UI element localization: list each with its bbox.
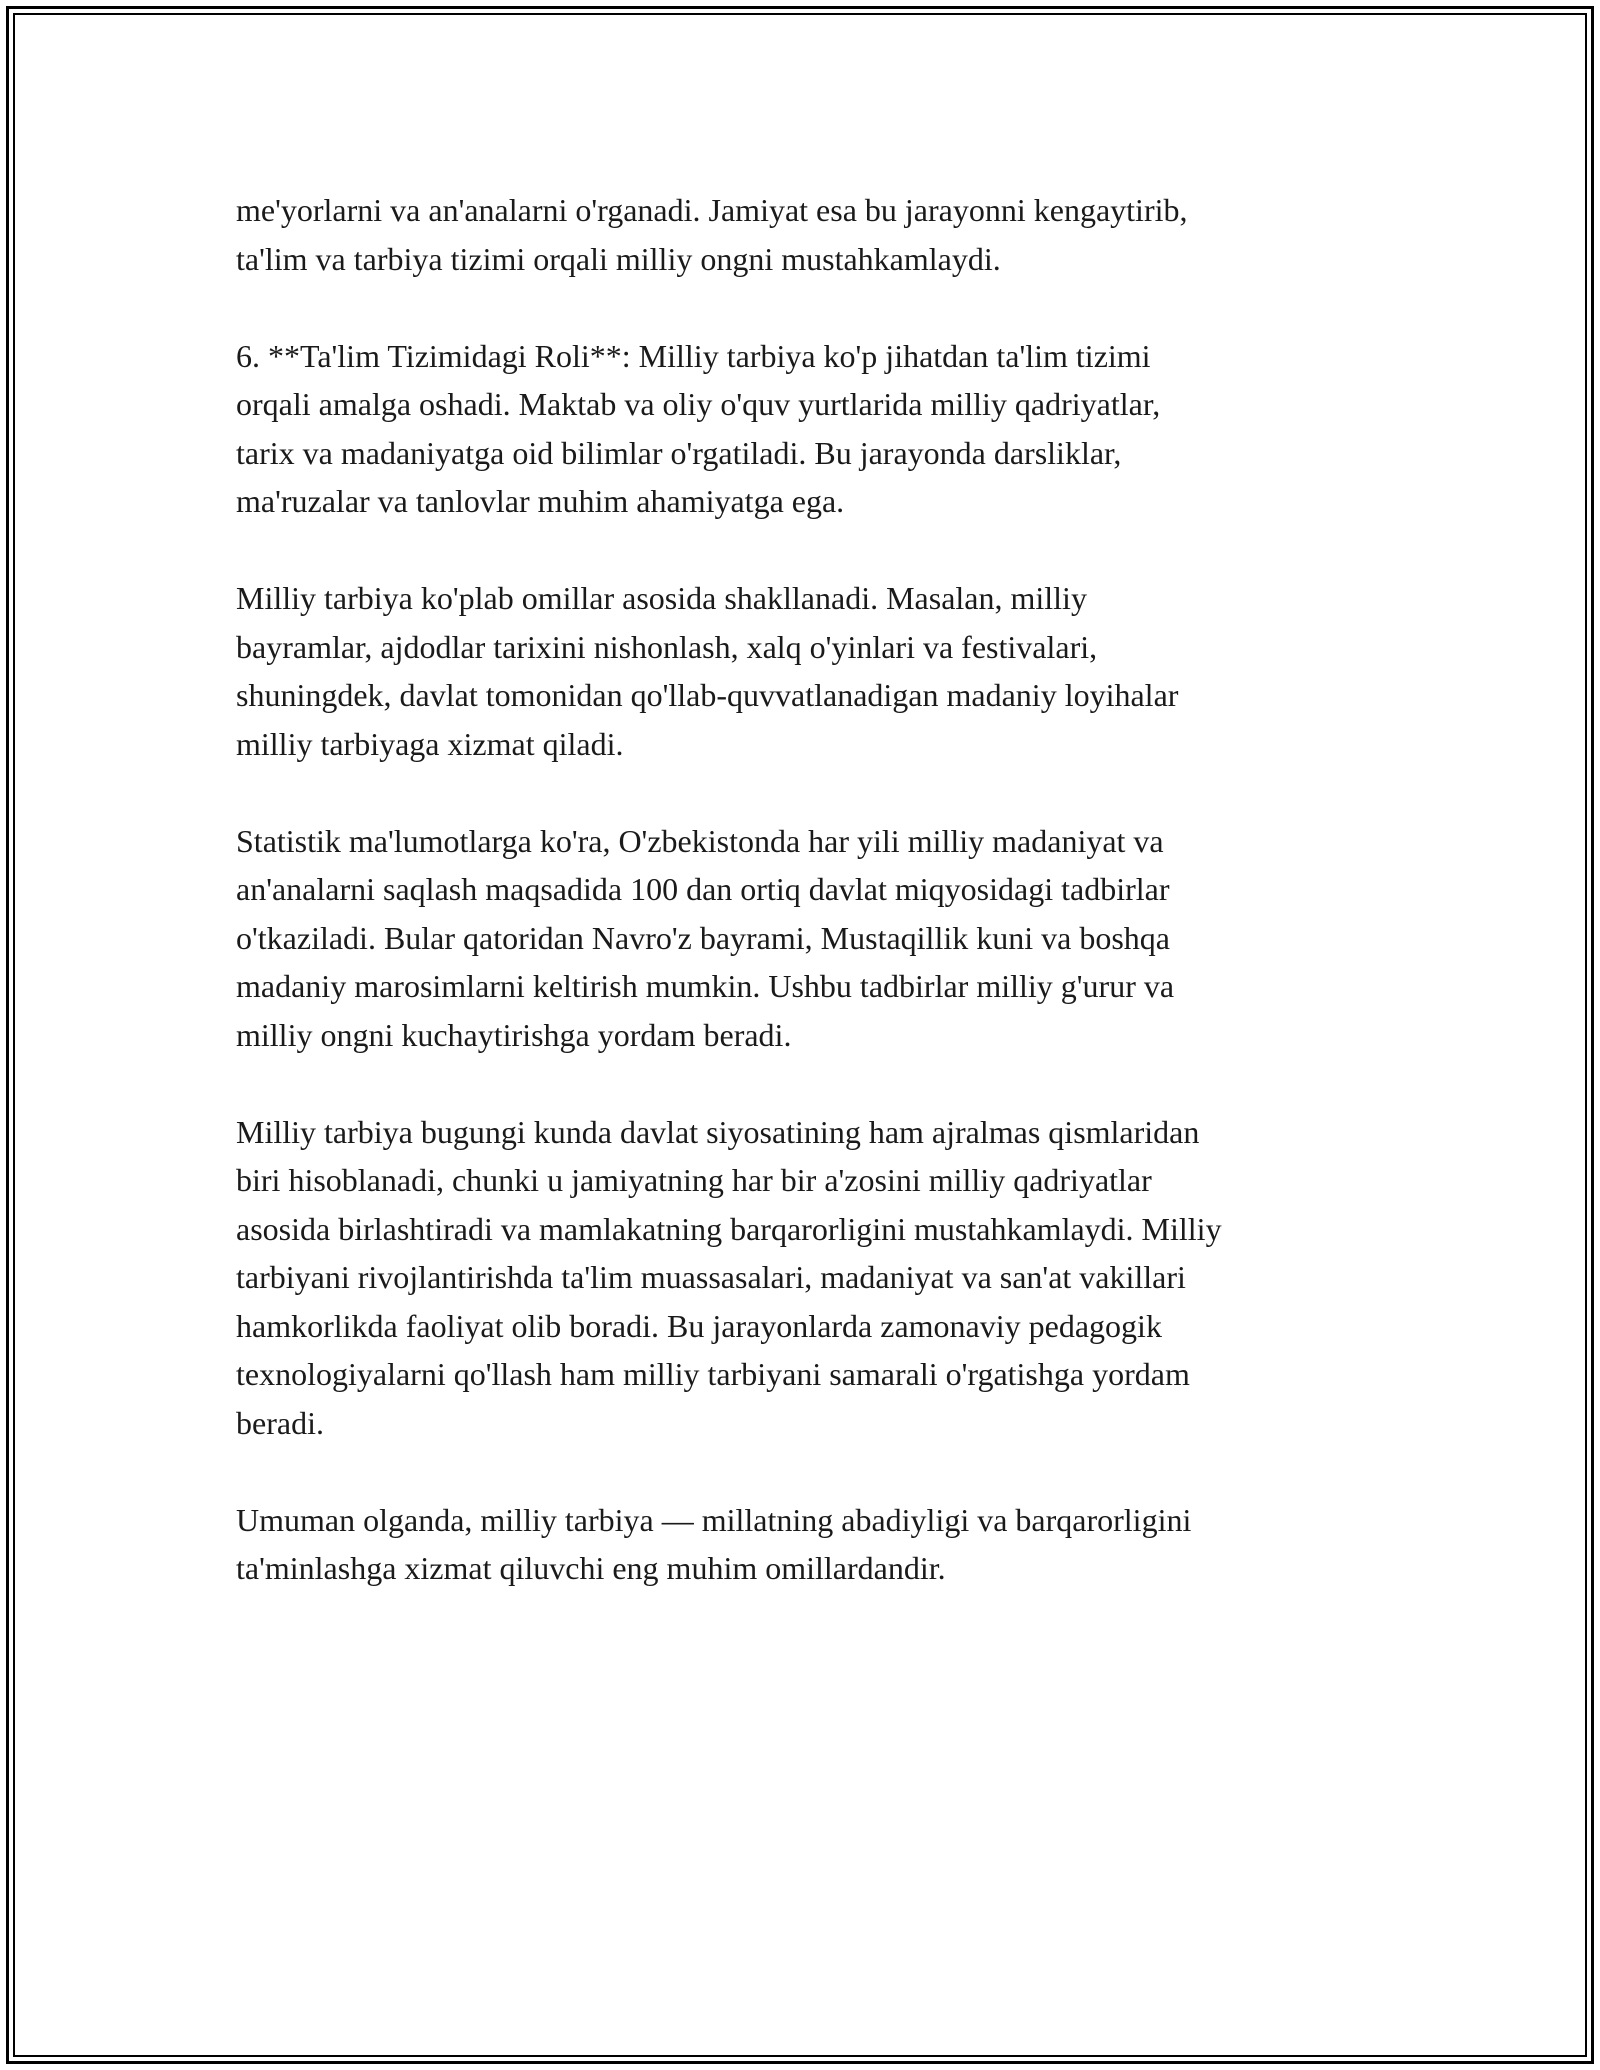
paragraph-1: me'yorlarni va an'analarni o'rganadi. Jamiyat esa bu jarayonni kengaytirib, ta'lim va tarbiya tizimi orqali milliy ongni mustahkamlaydi. (236, 192, 1188, 277)
paragraph-5: Milliy tarbiya bugungi kunda davlat siyosatining ham ajralmas qismlaridan biri hisoblanadi, chunki u jamiyatning har bir a'zosini milliy qadriyatlar asosida birlashtiradi va mamlakatning barqarorligini mustahkamlaydi. Milliy tarbiyani rivojlantirishda ta'lim muassasalari, madaniyat va san'at vakillari hamkorlikda faoliyat olib boradi. Bu jarayonlarda zamonaviy pedagogik texnologiyalarni qo'llash ham milliy tarbiyani samarali o'rgatishga yordam beradi. (236, 1113, 1222, 1441)
paragraph-3: Milliy tarbiya ko'plab omillar asosida shakllanadi. Masalan, milliy bayramlar, ajdodlar tarixini nishonlash, xalq o'yinlari va festivalari, shuningdek, davlat tomonidan qo'llab-quvvatlanadigan madaniy loyihalar milliy tarbiyaga xizmat qiladi. (236, 580, 1179, 762)
paragraph-2: 6. **Ta'lim Tizimidagi Roli**: Milliy tarbiya ko'p jihatdan ta'lim tizimi orqali amalga oshadi. Maktab va oliy o'quv yurtlarida milliy qadriyatlar, tarix va madaniyatga oid bilimlar o'rgatiladi. Bu jarayonda darsliklar, ma'ruzalar va tanlovlar muhim ahamiyatga ega. (236, 337, 1161, 519)
paragraph-6: Umuman olganda, milliy tarbiya — millatning abadiyligi va barqarorligini ta'minlashga xizmat qiluvchi eng muhim omillardandir. (236, 1501, 1192, 1586)
paragraph-4: Statistik ma'lumotlarga ko'ra, O'zbekistonda har yili milliy madaniyat va an'analarni saqlash maqsadida 100 dan ortiq davlat miqyosidagi tadbirlar o'tkaziladi. Bular qatoridan Navro'z bayrami, Mustaqillik kuni va boshqa madaniy marosimlarni keltirish mumkin. Ushbu tadbirlar milliy g'urur va milliy ongni kuchaytirishga yordam beradi. (236, 822, 1175, 1053)
document-body (236, 186, 1366, 1641)
